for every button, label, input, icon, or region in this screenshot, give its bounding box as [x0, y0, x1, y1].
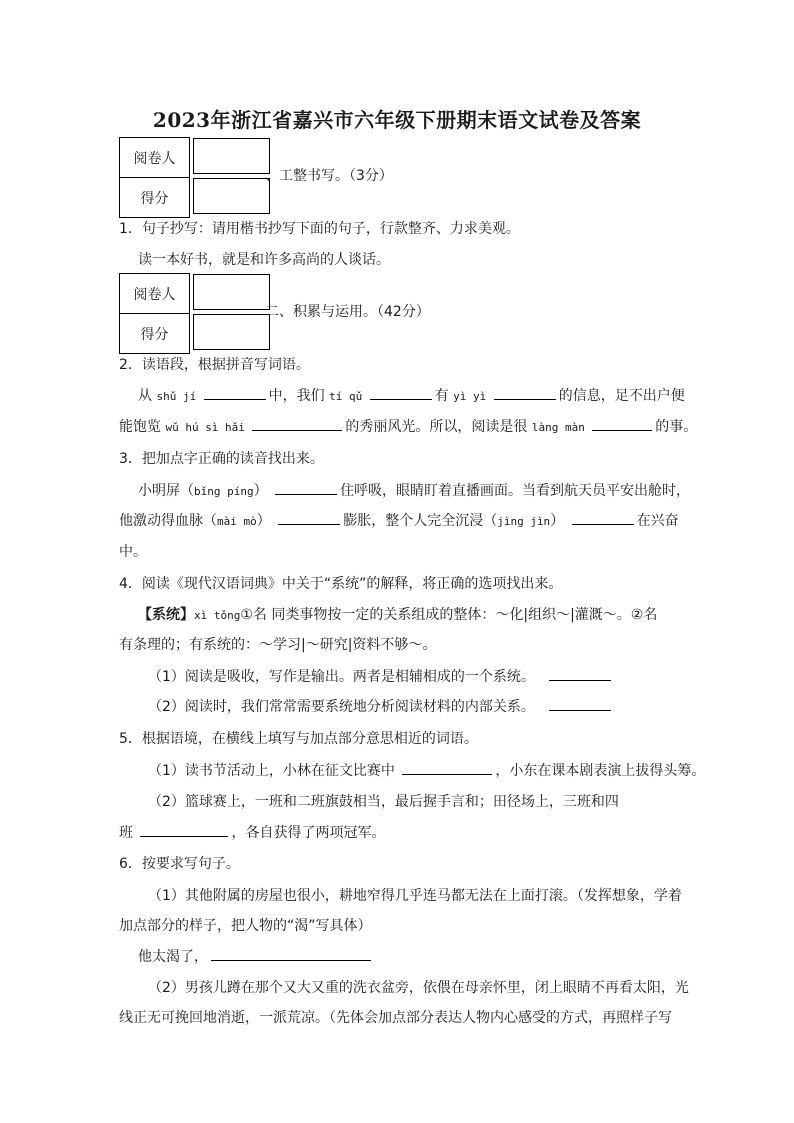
q3-text: 小明屏（ — [138, 483, 194, 499]
answer-blank[interactable] — [252, 416, 342, 431]
answer-blank[interactable] — [402, 760, 492, 775]
reviewer-label: 阅卷人 — [120, 274, 190, 314]
q3-line-1 — [138, 480, 690, 500]
q5-text: （1）读书节活动上，小林在征文比赛中 — [148, 763, 395, 779]
page-title: 2023年浙江省嘉兴市六年级下册期末语文试卷及答案 — [152, 108, 642, 132]
section-2-heading: 二、积累与运用。（42分） — [265, 304, 430, 320]
q6-prompt: 他太渴了， — [138, 949, 208, 965]
score-table-1 — [119, 137, 274, 218]
q5-sentence-2: （2）篮球赛上，一班和二班旗鼓相当，最后握手言和；田径场上，三班和四 — [148, 794, 619, 810]
q2-text: 的信息，足不出户便 — [558, 388, 685, 404]
headword-pinyin: xì tǒng — [194, 609, 241, 622]
pinyin-prompt: yì yì — [453, 390, 487, 403]
q2-text: 中，我们 — [268, 388, 325, 404]
q2-text: 的秀丽风光。所以，阅读是很 — [345, 419, 528, 435]
q1-sentence: 读一本好书，就是和许多高尚的人谈话。 — [138, 252, 390, 268]
q5-text: ，各自获得了两项冠军。 — [231, 825, 386, 841]
q4-definition-line-2: 有条理的；有系统的：～学习|～研究|资料不够～。 — [119, 637, 437, 653]
score-table-2 — [119, 273, 274, 354]
answer-blank[interactable] — [275, 480, 337, 495]
q4-sentence-2 — [148, 696, 614, 716]
q3-text: 在兴奋 — [636, 513, 679, 529]
pinyin-options: jìng jìn — [497, 515, 551, 528]
answer-blank[interactable] — [549, 696, 611, 711]
dictionary-headword: 【系统】 — [138, 607, 194, 623]
q6-item-2-line-1: （2）男孩儿蹲在那个又大又重的洗衣盆旁，依偎在母亲怀里，闭上眼睛不再看太阳，光 — [148, 980, 689, 996]
score-label: 得分 — [120, 314, 190, 354]
pinyin-prompt: làng màn — [531, 421, 585, 434]
answer-blank[interactable] — [549, 666, 611, 681]
score-cell — [193, 178, 270, 214]
question-2: 2．读语段，根据拼音写词语。 — [119, 357, 310, 373]
pinyin-prompt: tí qǔ — [329, 390, 363, 403]
q4-definition-line-1 — [138, 604, 657, 624]
reviewer-cell — [193, 138, 270, 174]
q3-text: 住呼吸，眼睛盯着直播画面。当看到航天员平安出舱时， — [340, 483, 691, 499]
q3-text: ） — [550, 513, 565, 529]
q4-sentence-text: （2）阅读时，我们常常需要系统地分析阅读材料的内部关系。 — [148, 699, 535, 715]
question-4: 4．阅读《现代汉语词典》中关于“系统”的解释，将正确的选项找出来。 — [119, 576, 563, 592]
q3-text: 他激动得血脉（ — [119, 513, 217, 529]
q2-text: 有 — [434, 388, 449, 404]
pinyin-prompt: shǔ jí — [156, 390, 197, 403]
answer-blank[interactable] — [572, 510, 634, 525]
q2-text: 的事。 — [655, 419, 698, 435]
q6-item-2-line-2: 线正无可挽回地消逝，一派荒凉。（先体会加点部分表达人物内心感受的方式，再照样子写 — [119, 1010, 672, 1026]
q3-line-3: 中。 — [119, 544, 147, 560]
question-6: 6．按要求写句子。 — [119, 856, 240, 872]
score-cell — [193, 314, 270, 350]
q3-text: ） — [253, 483, 268, 499]
q2-text: 从 — [138, 388, 152, 404]
answer-blank[interactable] — [494, 385, 556, 400]
q4-sentence-text: （1）阅读是吸收，写作是输出。两者是相辅相成的一个系统。 — [148, 669, 535, 685]
q5-text: 班 — [119, 825, 133, 841]
q6-item-1-line-1: （1）其他附属的房屋也很小，耕地窄得几乎连马都无法在上面打滚。（发挥想象，学着 — [148, 888, 682, 904]
answer-blank[interactable] — [370, 385, 432, 400]
q5-text: ，小东在课本剧表演上拔得头筹。 — [495, 763, 706, 779]
q2-line-1 — [138, 385, 685, 405]
pinyin-prompt: wǔ hú sì hǎi — [165, 421, 245, 434]
q5-sentence-2-cont — [119, 822, 385, 842]
answer-blank[interactable] — [278, 510, 340, 525]
q2-line-2 — [119, 416, 697, 436]
answer-blank[interactable] — [204, 385, 266, 400]
q6-item-1-line-3 — [138, 946, 374, 966]
q4-sentence-1 — [148, 666, 614, 686]
q6-item-1-line-2: 加点部分的样子，把人物的“渴”写具体） — [119, 918, 372, 934]
answer-blank[interactable] — [211, 946, 371, 961]
q2-text: 能饱览 — [119, 419, 161, 435]
q5-sentence-1 — [148, 760, 705, 780]
pinyin-options: mài mò — [217, 515, 257, 528]
question-3: 3．把加点字正确的读音找出来。 — [119, 451, 324, 467]
definition-text: ①名 同类事物按一定的关系组成的整体：～化|组织～|灌溉～。②名 — [240, 607, 658, 623]
pinyin-options: bǐng píng — [194, 485, 254, 498]
question-1: 1．句子抄写：请用楷书抄写下面的句子，行款整齐、力求美观。 — [119, 221, 520, 237]
answer-blank[interactable] — [592, 416, 652, 431]
q3-text: ） — [256, 513, 271, 529]
section-1-heading: 、工整书写。（3分） — [265, 168, 393, 184]
reviewer-label: 阅卷人 — [120, 138, 190, 178]
answer-blank[interactable] — [140, 822, 228, 837]
reviewer-cell — [193, 274, 270, 310]
q3-text: 膨胀，整个人完全沉浸（ — [343, 513, 498, 529]
q3-line-2 — [119, 510, 679, 530]
question-5: 5．根据语境，在横线上填写与加点部分意思相近的词语。 — [119, 731, 478, 747]
score-label: 得分 — [120, 178, 190, 218]
